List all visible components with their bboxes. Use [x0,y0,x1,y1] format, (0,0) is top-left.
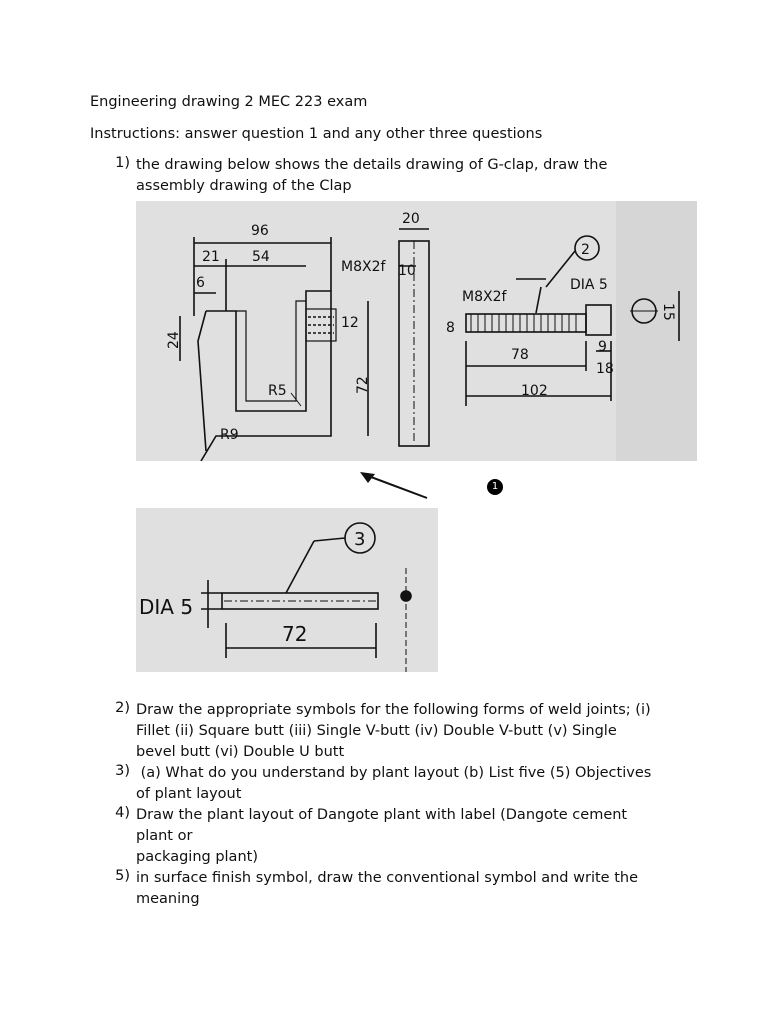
marker-badge: 1 [487,479,503,495]
dim-72: 72 [282,622,308,646]
instructions: Instructions: answer question 1 and any other three questions [90,126,543,142]
question-text: meaning [136,891,200,907]
pin-drawing-svg [136,508,438,672]
question-number: 4) [115,805,130,821]
question-text: assembly drawing of the Clap [136,178,352,194]
arrow-icon [355,466,435,506]
question-text: bevel butt (vi) Double U butt [136,744,345,760]
question-text: plant or [136,828,193,844]
question-text: (a) What do you understand by plant layout (b) List five (5) Objectives [136,765,652,781]
question-number: 5) [115,868,130,884]
question-text: in surface finish symbol, draw the conventional symbol and write the [136,870,638,886]
dim-6: 6 [196,275,205,291]
dim-15: 15 [660,303,676,321]
question-text: packaging plant) [136,849,258,865]
label-r9: R9 [220,427,239,443]
dim-102: 102 [521,383,548,399]
question-number: 3) [115,763,130,779]
dim-21: 21 [202,249,220,265]
dim-12: 12 [341,315,359,331]
question-text: Draw the plant layout of Dangote plant with label (Dangote cement [136,807,628,823]
dim-18: 18 [596,361,614,377]
dim-78: 78 [511,347,529,363]
label-dia5: DIA 5 [570,277,608,293]
label-r5: R5 [268,383,287,399]
question-text: Draw the appropriate symbols for the following forms of weld joints; (i) [136,702,651,718]
question-text: Fillet (ii) Square butt (iii) Single V-butt (iv) Double V-butt (v) Single [136,723,617,739]
dim-72: 72 [355,376,371,394]
question-number: 2) [115,700,130,716]
dim-9: 9 [598,339,607,355]
pin-detail-drawing [136,508,438,672]
question-text: of plant layout [136,786,242,802]
balloon-label: 2 [581,242,590,258]
question-number: 1) [115,155,130,171]
balloon-label: 3 [354,529,366,550]
g-clamp-detail-drawing [136,201,697,461]
label-m8x2f: M8X2f [462,289,507,305]
dim-96: 96 [251,223,269,239]
question-text: the drawing below shows the details drawing of G-clap, draw the [136,157,608,173]
page-title: Engineering drawing 2 MEC 223 exam [90,94,368,110]
dim-10: 10 [398,263,416,279]
dim-54: 54 [252,249,270,265]
label-dia5: DIA 5 [139,595,194,619]
dim-20: 20 [402,211,420,227]
label-m8x2f: M8X2f [341,259,386,275]
dim-8: 8 [446,320,455,336]
g-clamp-drawing-svg [136,201,697,461]
dim-24: 24 [166,331,182,349]
